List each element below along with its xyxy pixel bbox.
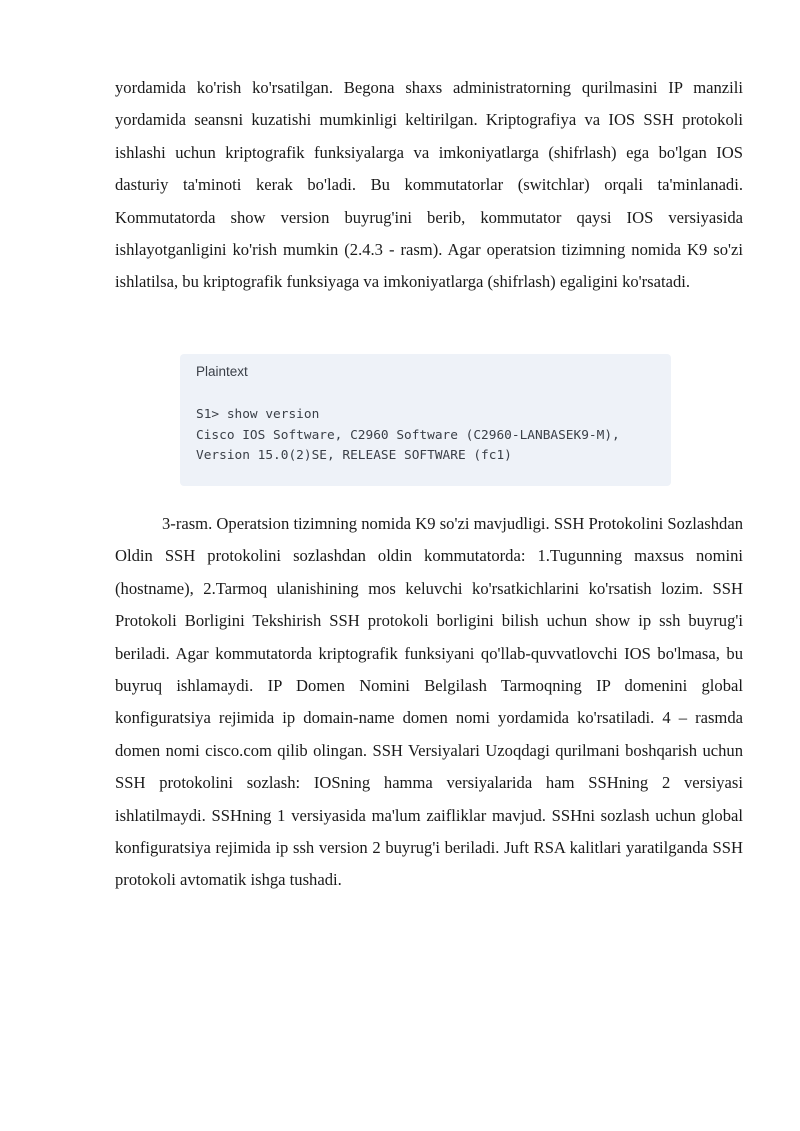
body-paragraph: yordamida ko'rish ko'rsatilgan. Begona shaxs administratorning qurilmasini IP manzili yordamida seansni kuzatishi mumkinligi keltirilgan. Kriptografiya va IOS SSH protokoli ishlashi uchun kriptografik funksiyalarga va imkoniyatlarga (shifrlash) ega bo'lgan IOS dasturiy ta'minoti kerak bo'ladi. Bu kommutatorlar (switchlar) orqali ta'minlanadi. Kommutatorda show version buyrug'ini berib, kommutator qaysi IOS versiyasida ishlayotganligini ko'rish mumkin (2.4.3 - rasm). Agar operatsion tizimning nomida K9 so'zi ishlatilsa, bu kriptografik funksiyaga va imkoniyatlarga (shifrlash) egaligini ko'rsatadi. — [115, 78, 743, 292]
code-line: Cisco IOS Software, C2960 Software (C2960-LANBASEK9-M), — [196, 427, 620, 443]
body-paragraph: 3-rasm. Operatsion tizimning nomida K9 so'zi mavjudligi. SSH Protokolini Sozlashdan Oldin SSH protokolini sozlashdan oldin kommutatorda: 1.Tugunning maxsus nomini (hostname), 2.Tarmoq ulanishining mos keluvchi ko'rsatkichlarini ko'rsatish lozim. SSH Protokoli Borligini Tekshirish SSH protokoli borligini bilish uchun show ip ssh buyrug'i beriladi. Agar kommutatorda kriptografik funksiyani qo'llab-quvvatlovchi IOS bo'lmasa, bu buyruq ishlamaydi. IP Domen Nomini Belgilash Tarmoqning IP domenini global konfiguratsiya rejimida ip domain-name domen nomi yordamida ko'rsatiladi. 4 – rasmda domen nomi cisco.com qilib olingan. SSH Versiyalari Uzoqdagi qurilmani boshqarish uchun SSH protokolini sozlash: IOSning hamma versiyalarida ham SSHning 2 versiyasi ishlatilmaydi. SSHning 1 versiyasida ma'lum zaifliklar mavjud. SSHni sozlash uchun global konfiguratsiya rejimida ip ssh version 2 buyrug'i beriladi. Juft RSA kalitlari yaratilganda SSH protokoli avtomatik ishga tushadi. — [115, 514, 743, 890]
code-line: S1> show version — [196, 407, 320, 422]
code-block — [180, 354, 671, 486]
code-line: Version 15.0(2)SE, RELEASE SOFTWARE (fc1) — [196, 448, 512, 463]
code-language-label: Plaintext — [196, 364, 248, 379]
